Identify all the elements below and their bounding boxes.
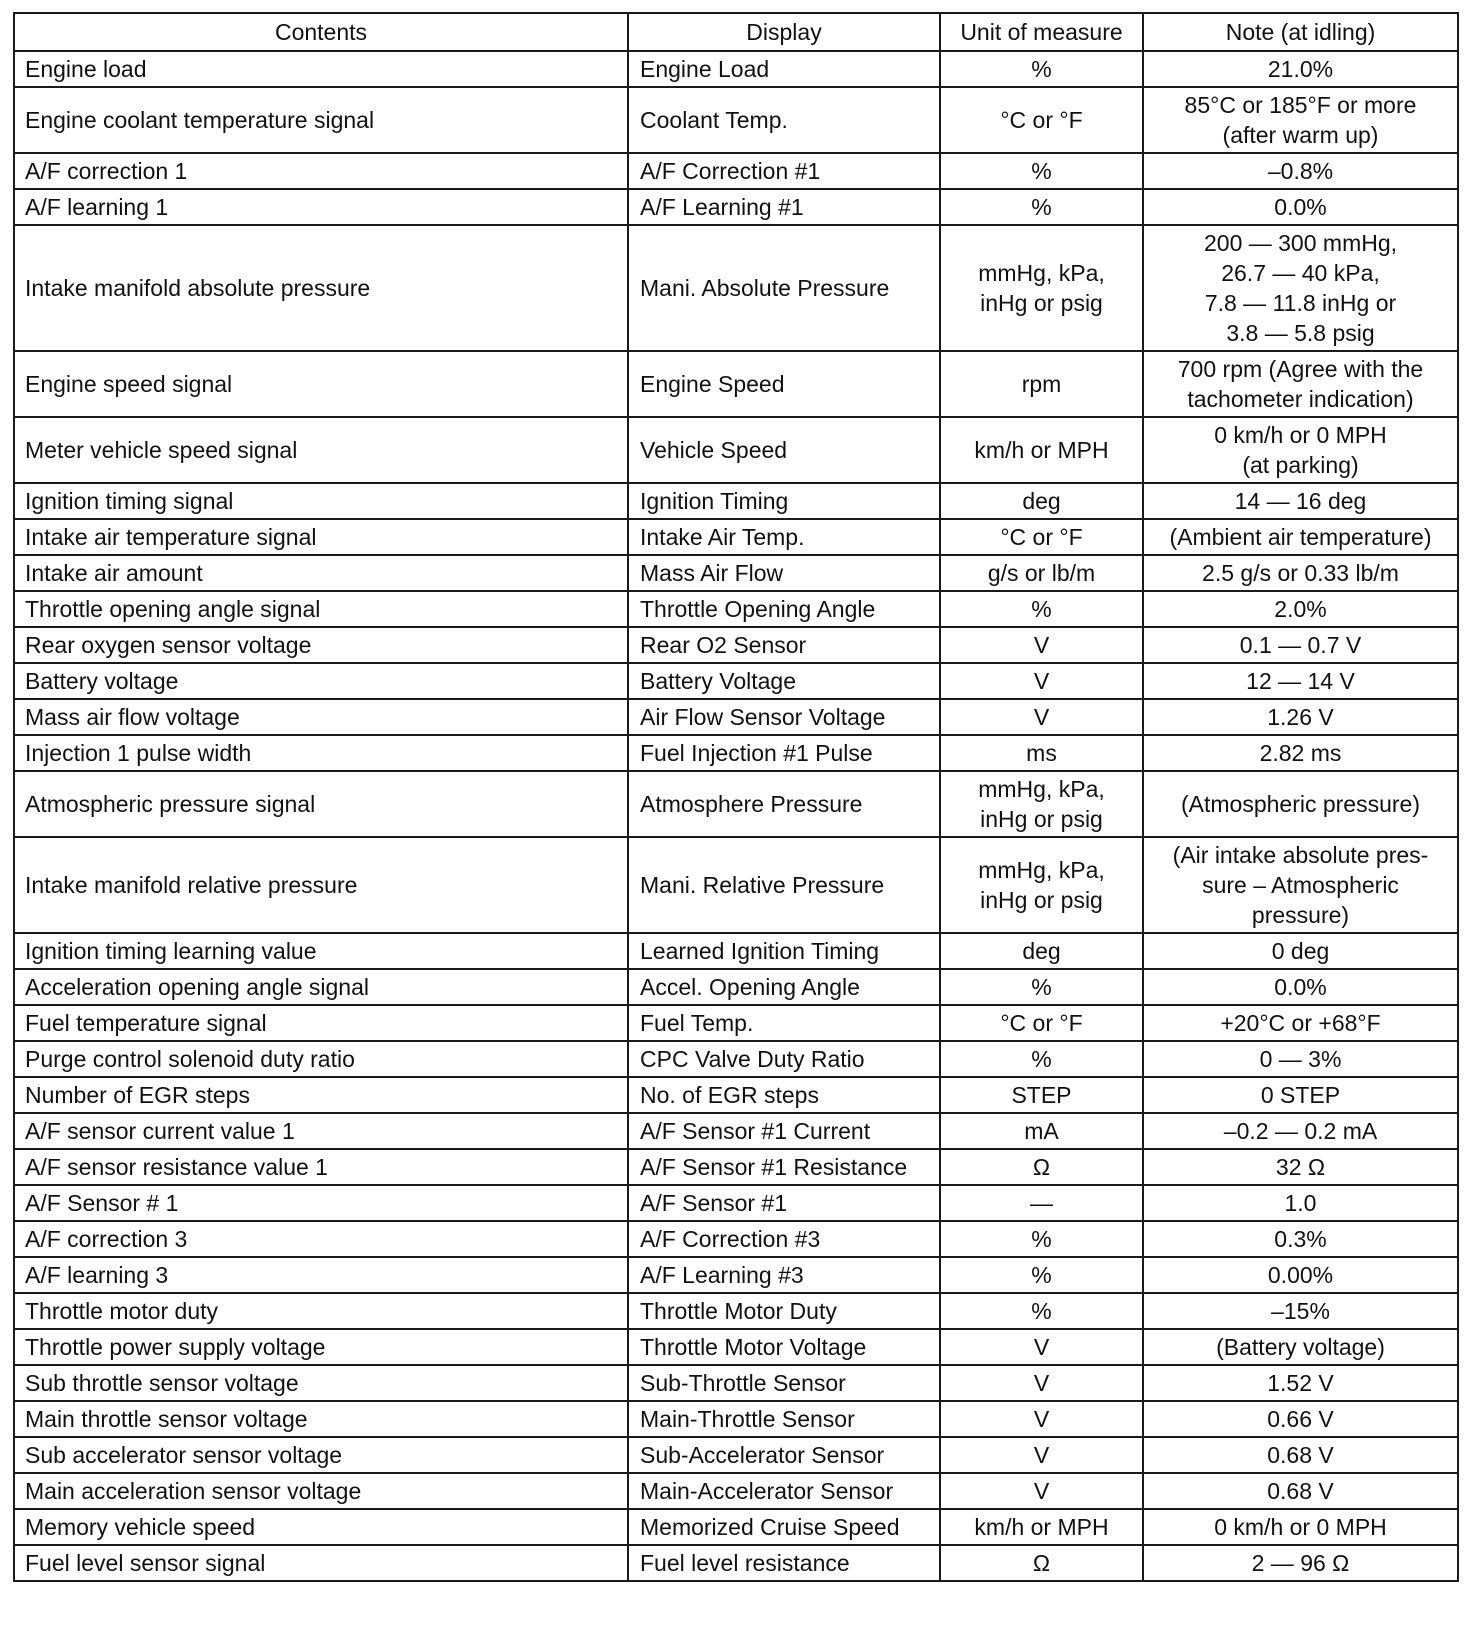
cell-unit — [940, 1473, 1143, 1509]
cell-unit — [940, 969, 1143, 1005]
cell-unit-line: inHg or psig — [980, 887, 1103, 913]
cell-note-line: 32 Ω — [1275, 1154, 1326, 1180]
cell-unit-line: °C or °F — [1000, 107, 1083, 133]
cell-unit-line: inHg or psig — [980, 290, 1103, 316]
cell-contents: A/F sensor current value 1 — [14, 1113, 628, 1149]
cell-unit-line: V — [1033, 1442, 1050, 1468]
cell-unit — [940, 627, 1143, 663]
table-body — [14, 51, 1458, 1581]
cell-contents: Ignition timing learning value — [14, 933, 628, 969]
cell-contents: A/F correction 1 — [14, 153, 628, 189]
table-row — [14, 735, 1458, 771]
cell-unit-line: inHg or psig — [980, 806, 1103, 832]
cell-contents: Memory vehicle speed — [14, 1509, 628, 1545]
cell-unit-line: V — [1033, 1334, 1050, 1360]
table-row — [14, 969, 1458, 1005]
table-row — [14, 87, 1458, 153]
table-row — [14, 1149, 1458, 1185]
cell-contents: Mass air flow voltage — [14, 699, 628, 735]
cell-note-line: 0.66 V — [1267, 1406, 1334, 1432]
cell-contents: Battery voltage — [14, 663, 628, 699]
cell-unit-line: V — [1033, 632, 1050, 658]
cell-note-line: 0 — 3% — [1259, 1046, 1342, 1072]
cell-unit-line: % — [1031, 974, 1052, 1000]
cell-unit — [940, 51, 1143, 87]
table-row — [14, 933, 1458, 969]
cell-contents: Rear oxygen sensor voltage — [14, 627, 628, 663]
cell-display: A/F Learning #3 — [628, 1257, 940, 1293]
cell-display: Battery Voltage — [628, 663, 940, 699]
cell-contents: Intake air temperature signal — [14, 519, 628, 555]
cell-note-line: 0 STEP — [1260, 1082, 1341, 1108]
cell-note-line: 1.52 V — [1267, 1370, 1334, 1396]
cell-note — [1143, 1437, 1458, 1473]
cell-unit — [940, 1329, 1143, 1365]
cell-note — [1143, 189, 1458, 225]
table-row — [14, 771, 1458, 837]
cell-contents: Main acceleration sensor voltage — [14, 1473, 628, 1509]
cell-display: Memorized Cruise Speed — [628, 1509, 940, 1545]
cell-unit-line: g/s or lb/m — [987, 560, 1096, 586]
cell-note — [1143, 555, 1458, 591]
cell-unit — [940, 1077, 1143, 1113]
cell-note-line: 200 — 300 mmHg, — [1203, 230, 1398, 256]
cell-display: Throttle Motor Voltage — [628, 1329, 940, 1365]
cell-display: Fuel Injection #1 Pulse — [628, 735, 940, 771]
cell-display: Throttle Motor Duty — [628, 1293, 940, 1329]
cell-note — [1143, 969, 1458, 1005]
cell-unit-line: rpm — [1021, 371, 1062, 397]
cell-unit — [940, 1221, 1143, 1257]
cell-note-line: 0.1 — 0.7 V — [1239, 632, 1362, 658]
cell-contents: Sub accelerator sensor voltage — [14, 1437, 628, 1473]
cell-note-line: (Air intake absolute pres- — [1172, 842, 1429, 868]
cell-display: No. of EGR steps — [628, 1077, 940, 1113]
cell-note-line: 0 deg — [1271, 938, 1330, 964]
cell-display: Coolant Temp. — [628, 87, 940, 153]
cell-note — [1143, 933, 1458, 969]
cell-note-line: 0 km/h or 0 MPH — [1214, 1514, 1387, 1540]
cell-unit — [940, 1509, 1143, 1545]
cell-unit — [940, 699, 1143, 735]
cell-unit — [940, 483, 1143, 519]
cell-note — [1143, 1005, 1458, 1041]
cell-display: Mani. Relative Pressure — [628, 837, 940, 933]
cell-unit — [940, 1257, 1143, 1293]
cell-contents: Fuel temperature signal — [14, 1005, 628, 1041]
table-row — [14, 1365, 1458, 1401]
cell-unit-line: °C or °F — [1000, 524, 1083, 550]
cell-unit — [940, 1437, 1143, 1473]
cell-unit — [940, 1185, 1143, 1221]
table-row — [14, 351, 1458, 417]
cell-display: Atmosphere Pressure — [628, 771, 940, 837]
cell-unit — [940, 351, 1143, 417]
table-row — [14, 699, 1458, 735]
cell-unit-line: % — [1031, 158, 1052, 184]
cell-unit-line: % — [1031, 194, 1052, 220]
cell-unit-line: Ω — [1032, 1550, 1051, 1576]
cell-display: Intake Air Temp. — [628, 519, 940, 555]
table-row — [14, 519, 1458, 555]
cell-note-line: 3.8 — 5.8 psig — [1226, 320, 1375, 346]
cell-note-line: 12 — 14 V — [1246, 668, 1355, 694]
cell-display: A/F Correction #3 — [628, 1221, 940, 1257]
cell-contents: A/F learning 1 — [14, 189, 628, 225]
cell-note — [1143, 627, 1458, 663]
cell-unit-line: V — [1033, 668, 1050, 694]
table-row — [14, 1437, 1458, 1473]
cell-note-line: 7.8 — 11.8 inHg or — [1204, 290, 1397, 316]
cell-note-line: 0.0% — [1274, 194, 1327, 220]
table-row — [14, 555, 1458, 591]
table-row — [14, 1041, 1458, 1077]
cell-unit-line: V — [1033, 704, 1050, 730]
cell-note — [1143, 1293, 1458, 1329]
cell-display: Air Flow Sensor Voltage — [628, 699, 940, 735]
cell-unit — [940, 1365, 1143, 1401]
cell-unit — [940, 1401, 1143, 1437]
cell-unit-line: V — [1033, 1406, 1050, 1432]
cell-note — [1143, 351, 1458, 417]
spec-table-container — [13, 12, 1457, 1582]
cell-unit — [940, 1545, 1143, 1581]
cell-display: Mass Air Flow — [628, 555, 940, 591]
table-row — [14, 1113, 1458, 1149]
cell-note — [1143, 1401, 1458, 1437]
cell-display: Learned Ignition Timing — [628, 933, 940, 969]
cell-contents: Engine coolant temperature signal — [14, 87, 628, 153]
cell-note — [1143, 837, 1458, 933]
cell-display: Fuel Temp. — [628, 1005, 940, 1041]
cell-contents: Throttle power supply voltage — [14, 1329, 628, 1365]
cell-unit — [940, 591, 1143, 627]
cell-unit-line: % — [1031, 1226, 1052, 1252]
cell-note — [1143, 483, 1458, 519]
cell-unit — [940, 1113, 1143, 1149]
cell-contents: Throttle opening angle signal — [14, 591, 628, 627]
cell-note — [1143, 1545, 1458, 1581]
cell-display: Engine Speed — [628, 351, 940, 417]
cell-note-line: 2.82 ms — [1259, 740, 1342, 766]
cell-unit-line: Ω — [1032, 1154, 1051, 1180]
cell-note-line: (after warm up) — [1222, 122, 1379, 148]
table-row — [14, 1077, 1458, 1113]
cell-note-line: 2 — 96 Ω — [1251, 1550, 1350, 1576]
cell-contents: Intake manifold absolute pressure — [14, 225, 628, 351]
cell-note — [1143, 771, 1458, 837]
cell-note-line: 0.68 V — [1267, 1478, 1334, 1504]
cell-unit-line: V — [1033, 1370, 1050, 1396]
cell-note-line: 0 km/h or 0 MPH — [1214, 422, 1387, 448]
cell-note-line: pressure) — [1251, 902, 1350, 928]
cell-note — [1143, 51, 1458, 87]
cell-note-line: 0.0% — [1274, 974, 1327, 1000]
cell-unit — [940, 1005, 1143, 1041]
table-row — [14, 1329, 1458, 1365]
cell-unit-line: % — [1031, 596, 1052, 622]
cell-unit — [940, 225, 1143, 351]
cell-unit — [940, 189, 1143, 225]
cell-note — [1143, 417, 1458, 483]
table-row — [14, 1473, 1458, 1509]
cell-unit — [940, 153, 1143, 189]
cell-note-line: 1.26 V — [1267, 704, 1334, 730]
cell-contents: Intake manifold relative pressure — [14, 837, 628, 933]
table-row — [14, 1545, 1458, 1581]
header-contents: Contents — [14, 13, 628, 51]
cell-contents: A/F learning 3 — [14, 1257, 628, 1293]
cell-unit — [940, 735, 1143, 771]
cell-display: CPC Valve Duty Ratio — [628, 1041, 940, 1077]
cell-note-line: –0.2 — 0.2 mA — [1223, 1118, 1378, 1144]
cell-note-line: (Atmospheric pressure) — [1180, 791, 1421, 817]
cell-contents: A/F Sensor # 1 — [14, 1185, 628, 1221]
table-row — [14, 1185, 1458, 1221]
cell-unit-line: mmHg, kPa, — [978, 857, 1105, 883]
header-row — [14, 13, 1458, 51]
table-row — [14, 189, 1458, 225]
cell-unit-line: % — [1031, 1046, 1052, 1072]
cell-note-line: –0.8% — [1267, 158, 1334, 184]
cell-note — [1143, 1329, 1458, 1365]
cell-note — [1143, 1365, 1458, 1401]
cell-unit — [940, 417, 1143, 483]
cell-note — [1143, 1221, 1458, 1257]
cell-note — [1143, 87, 1458, 153]
cell-unit — [940, 555, 1143, 591]
cell-contents: Injection 1 pulse width — [14, 735, 628, 771]
cell-contents: Throttle motor duty — [14, 1293, 628, 1329]
cell-display: Rear O2 Sensor — [628, 627, 940, 663]
cell-display: Fuel level resistance — [628, 1545, 940, 1581]
spec-table — [13, 12, 1459, 1582]
table-row — [14, 483, 1458, 519]
cell-unit-line: — — [1030, 1190, 1053, 1216]
cell-note-line: tachometer indication) — [1187, 386, 1414, 412]
cell-unit-line: % — [1031, 1262, 1052, 1288]
cell-contents: Engine load — [14, 51, 628, 87]
cell-note-line: 2.0% — [1274, 596, 1327, 622]
table-row — [14, 417, 1458, 483]
cell-contents: Fuel level sensor signal — [14, 1545, 628, 1581]
cell-contents: Ignition timing signal — [14, 483, 628, 519]
cell-note-line: 700 rpm (Agree with the — [1177, 356, 1424, 382]
cell-note-line: 85°C or 185°F or more — [1184, 92, 1417, 118]
header-display: Display — [628, 13, 940, 51]
cell-unit-line: mmHg, kPa, — [978, 260, 1105, 286]
cell-contents: Engine speed signal — [14, 351, 628, 417]
cell-unit-line: deg — [1022, 938, 1061, 964]
cell-note — [1143, 1077, 1458, 1113]
cell-unit — [940, 933, 1143, 969]
cell-display: A/F Learning #1 — [628, 189, 940, 225]
cell-unit-line: STEP — [1011, 1082, 1072, 1108]
table-row — [14, 153, 1458, 189]
table-row — [14, 627, 1458, 663]
cell-note-line: 14 — 16 deg — [1234, 488, 1367, 514]
cell-unit-line: % — [1031, 56, 1052, 82]
cell-note — [1143, 153, 1458, 189]
cell-note — [1143, 1041, 1458, 1077]
cell-note-line: sure – Atmospheric — [1202, 872, 1399, 898]
cell-unit-line: V — [1033, 1478, 1050, 1504]
cell-unit — [940, 771, 1143, 837]
cell-display: Ignition Timing — [628, 483, 940, 519]
cell-unit — [940, 519, 1143, 555]
cell-unit-line: °C or °F — [1000, 1010, 1083, 1036]
cell-unit — [940, 663, 1143, 699]
cell-display: A/F Sensor #1 — [628, 1185, 940, 1221]
cell-note-line: (Battery voltage) — [1216, 1334, 1385, 1360]
cell-note — [1143, 1509, 1458, 1545]
cell-display: A/F Sensor #1 Current — [628, 1113, 940, 1149]
cell-contents: Acceleration opening angle signal — [14, 969, 628, 1005]
cell-note — [1143, 1113, 1458, 1149]
cell-contents: Main throttle sensor voltage — [14, 1401, 628, 1437]
table-row — [14, 1293, 1458, 1329]
cell-note — [1143, 591, 1458, 627]
cell-display: A/F Sensor #1 Resistance — [628, 1149, 940, 1185]
table-row — [14, 51, 1458, 87]
cell-note-line: 26.7 — 40 kPa, — [1221, 260, 1380, 286]
cell-note — [1143, 735, 1458, 771]
cell-note — [1143, 1473, 1458, 1509]
cell-unit — [940, 1149, 1143, 1185]
table-row — [14, 1005, 1458, 1041]
cell-unit-line: mA — [1024, 1118, 1059, 1144]
table-row — [14, 225, 1458, 351]
table-row — [14, 663, 1458, 699]
cell-display: Engine Load — [628, 51, 940, 87]
cell-unit-line: % — [1031, 1298, 1052, 1324]
cell-note-line: 0.68 V — [1267, 1442, 1334, 1468]
cell-unit-line: km/h or MPH — [974, 1514, 1109, 1540]
cell-display: Mani. Absolute Pressure — [628, 225, 940, 351]
cell-display: Main-Accelerator Sensor — [628, 1473, 940, 1509]
cell-contents: A/F sensor resistance value 1 — [14, 1149, 628, 1185]
cell-note — [1143, 1185, 1458, 1221]
cell-unit — [940, 1041, 1143, 1077]
table-row — [14, 1257, 1458, 1293]
cell-note — [1143, 699, 1458, 735]
cell-note — [1143, 225, 1458, 351]
header-unit: Unit of measure — [940, 13, 1143, 51]
cell-note — [1143, 1257, 1458, 1293]
cell-display: Sub-Accelerator Sensor — [628, 1437, 940, 1473]
table-row — [14, 1221, 1458, 1257]
cell-contents: Number of EGR steps — [14, 1077, 628, 1113]
cell-note-line: 0.3% — [1274, 1226, 1327, 1252]
cell-display: Accel. Opening Angle — [628, 969, 940, 1005]
cell-unit — [940, 87, 1143, 153]
cell-unit-line: ms — [1026, 740, 1057, 766]
table-row — [14, 837, 1458, 933]
cell-note-line: 21.0% — [1267, 56, 1334, 82]
table-row — [14, 1401, 1458, 1437]
cell-display: Vehicle Speed — [628, 417, 940, 483]
cell-unit-line: km/h or MPH — [974, 437, 1109, 463]
cell-note — [1143, 519, 1458, 555]
cell-note-line: 1.0 — [1284, 1190, 1317, 1216]
cell-contents: Purge control solenoid duty ratio — [14, 1041, 628, 1077]
cell-unit — [940, 837, 1143, 933]
cell-note — [1143, 663, 1458, 699]
cell-unit-line: deg — [1022, 488, 1061, 514]
cell-note-line: –15% — [1271, 1298, 1330, 1324]
table-row — [14, 591, 1458, 627]
cell-note — [1143, 1149, 1458, 1185]
cell-contents: A/F correction 3 — [14, 1221, 628, 1257]
cell-note-line: +20°C or +68°F — [1220, 1010, 1381, 1036]
cell-contents: Meter vehicle speed signal — [14, 417, 628, 483]
cell-display: Sub-Throttle Sensor — [628, 1365, 940, 1401]
cell-unit-line: mmHg, kPa, — [978, 776, 1105, 802]
cell-note-line: (Ambient air temperature) — [1169, 524, 1432, 550]
cell-note-line: 2.5 g/s or 0.33 lb/m — [1202, 560, 1399, 586]
cell-note-line: 0.00% — [1267, 1262, 1334, 1288]
cell-contents: Sub throttle sensor voltage — [14, 1365, 628, 1401]
cell-display: Main-Throttle Sensor — [628, 1401, 940, 1437]
header-note: Note (at idling) — [1143, 13, 1458, 51]
cell-contents: Atmospheric pressure signal — [14, 771, 628, 837]
cell-contents: Intake air amount — [14, 555, 628, 591]
cell-display: A/F Correction #1 — [628, 153, 940, 189]
cell-display: Throttle Opening Angle — [628, 591, 940, 627]
cell-unit — [940, 1293, 1143, 1329]
cell-note-line: (at parking) — [1242, 452, 1359, 478]
table-row — [14, 1509, 1458, 1545]
